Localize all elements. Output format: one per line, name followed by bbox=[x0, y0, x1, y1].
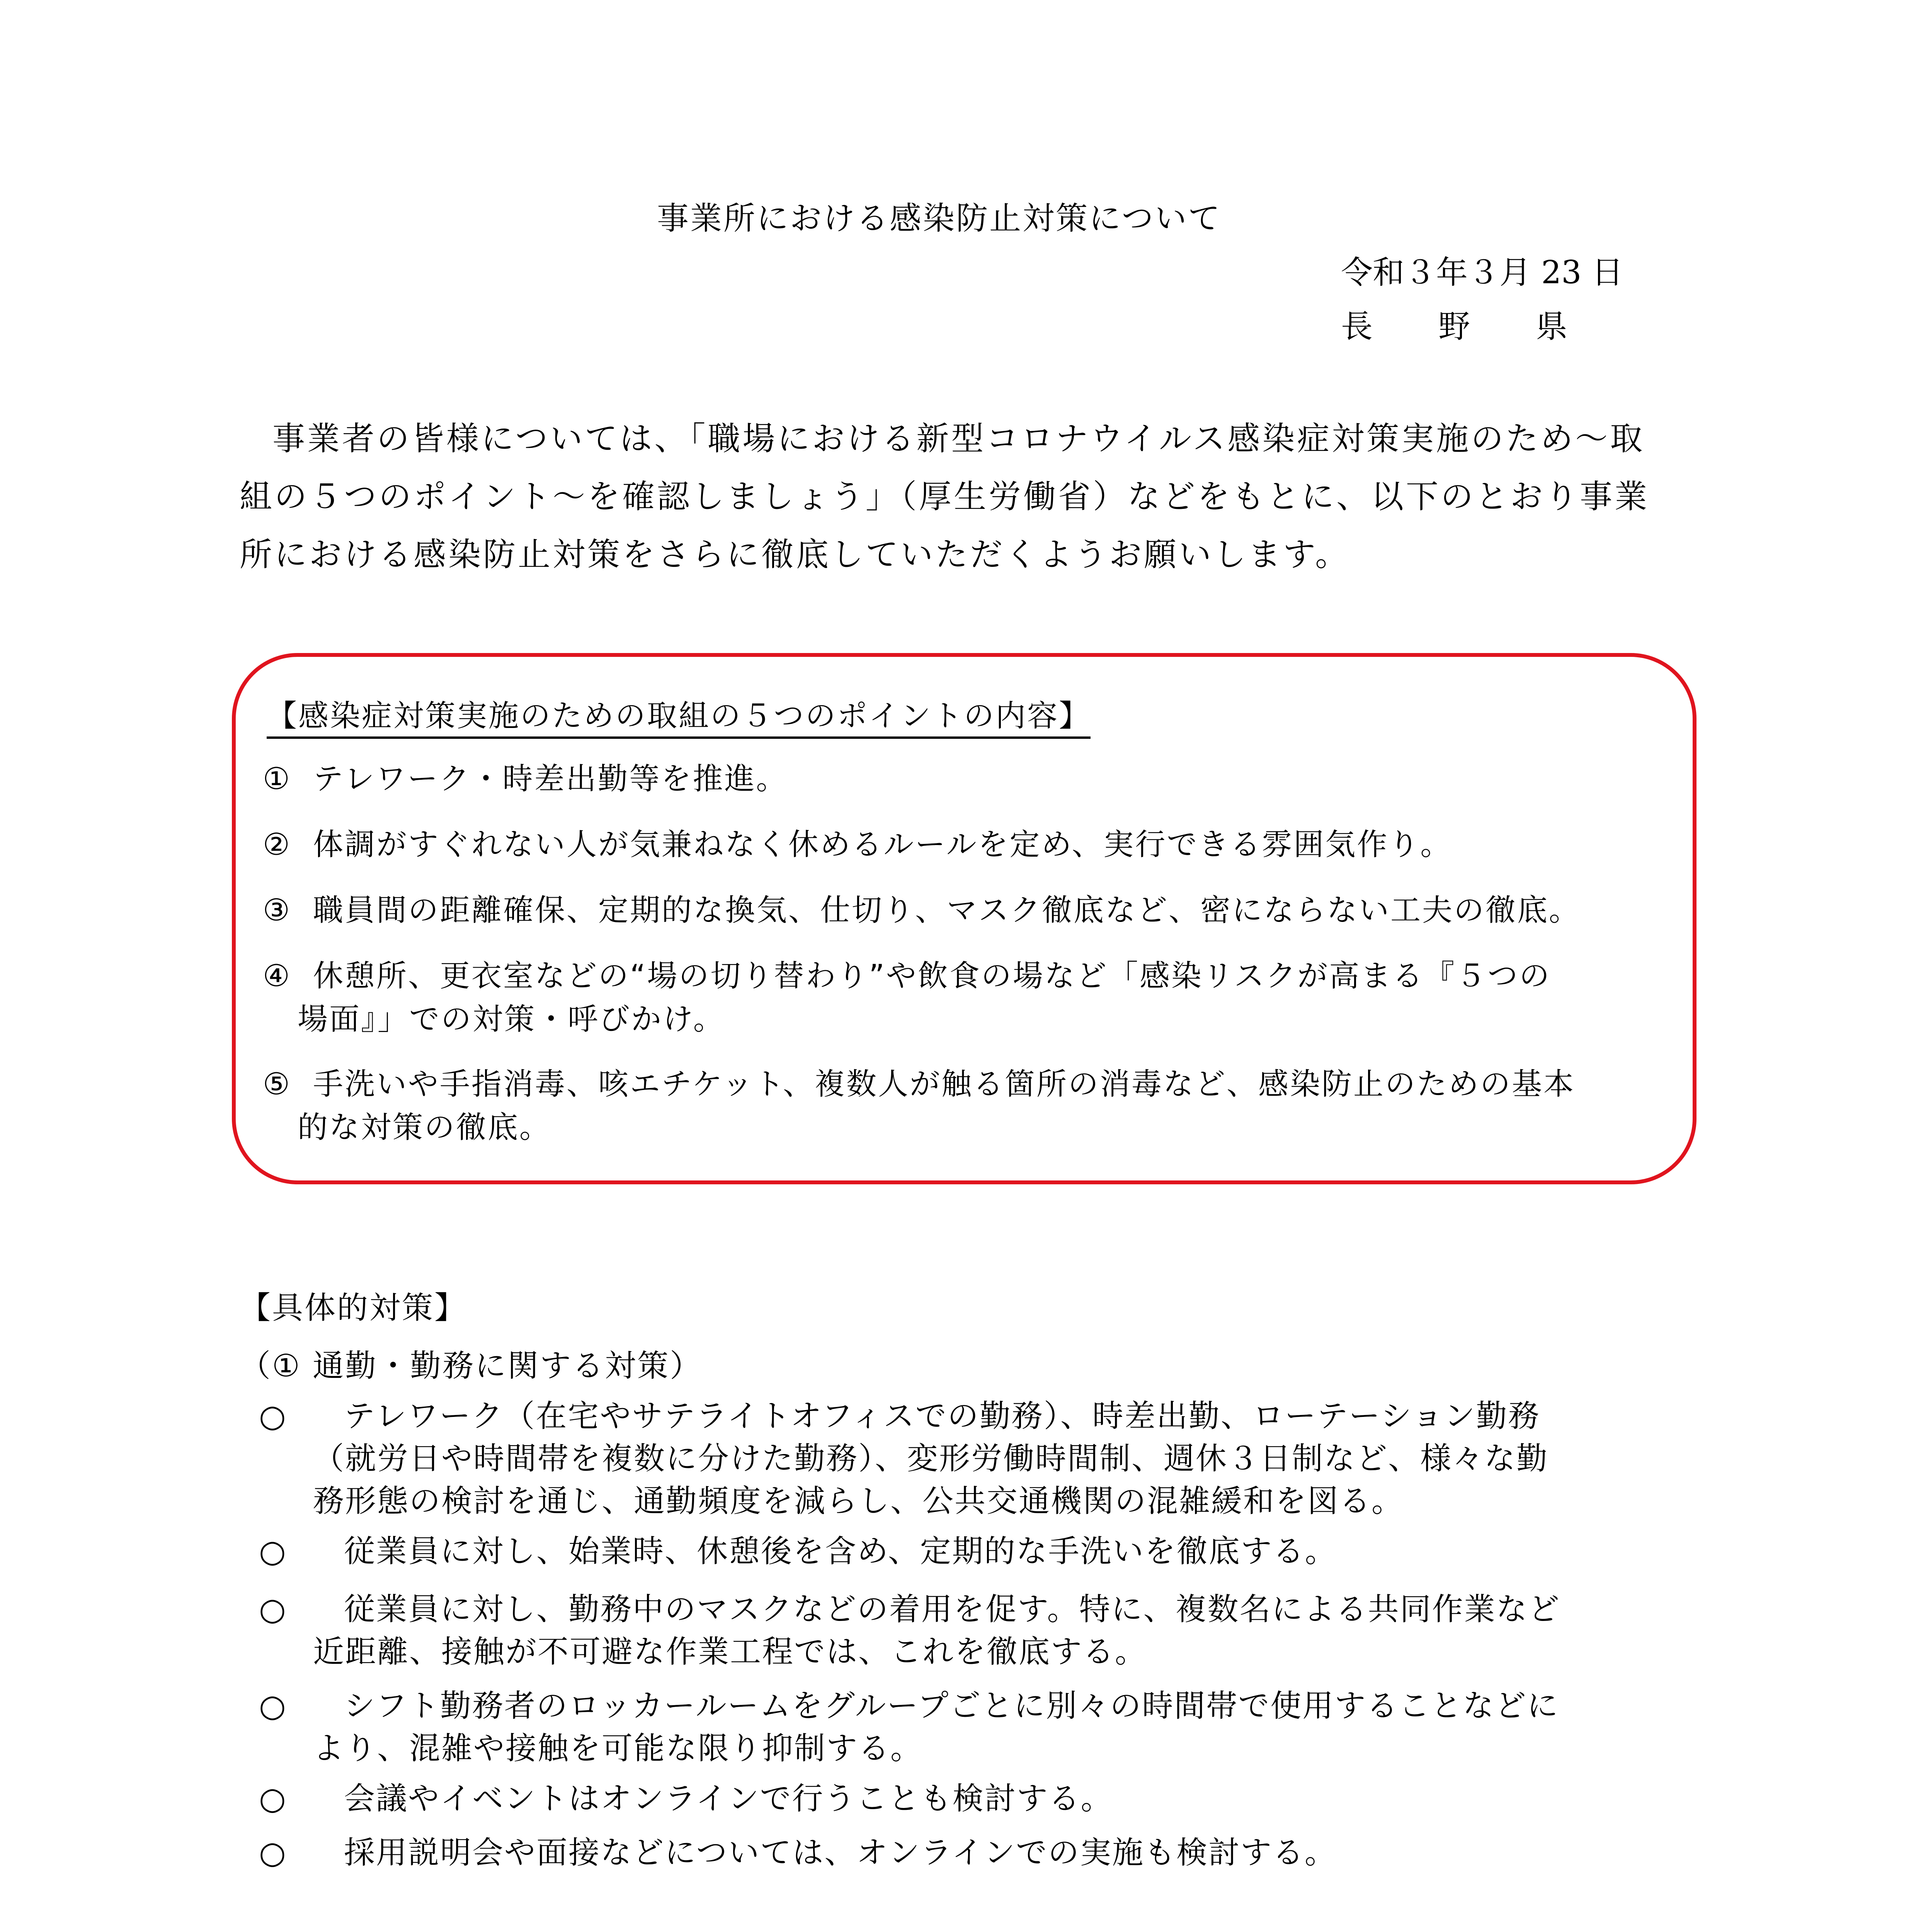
measure-item bbox=[259, 1685, 1559, 1770]
point-number: ③ bbox=[263, 893, 291, 928]
intro-line: 事業者の皆様については、「職場における新型コロナウイルス感染症対策実施のため～取 bbox=[272, 420, 1645, 457]
measure-text: （就労日や時間帯を複数に分けた勤務）、変形労働時間制、週休３日制など、様々な勤 bbox=[313, 1440, 1548, 1476]
point-item bbox=[263, 757, 788, 801]
bullet-circle-icon: ○ bbox=[259, 1398, 287, 1434]
point-text: 体調がすぐれない人が気兼ねなく休めるルールを定め、実行できる雰囲気作り。 bbox=[313, 827, 1452, 862]
bullet-circle-icon: ○ bbox=[259, 1533, 287, 1569]
intro-line: 組の５つのポイント～を確認しましょう」（厚生労働省）などをもとに、以下のとおり事業 bbox=[240, 478, 1650, 515]
bullet-circle-icon: ○ bbox=[259, 1688, 287, 1724]
intro-line: 所における感染防止対策をさらに徹底していただくようお願いします。 bbox=[240, 536, 1350, 573]
measure-text: 従業員に対し、勤務中のマスクなどの着用を促す。特に、複数名による共同作業など bbox=[344, 1591, 1560, 1627]
point-item bbox=[263, 954, 1551, 1041]
point-number: ④ bbox=[263, 959, 291, 993]
point-item bbox=[263, 823, 1452, 866]
measure-text: より、混雑や接触を可能な限り抑制する。 bbox=[313, 1730, 922, 1766]
point-text: 職員間の距離確保、定期的な換気、仕切り、マスク徹底など、密にならない工夫の徹底。 bbox=[313, 893, 1581, 928]
point-item bbox=[263, 1063, 1575, 1149]
document-title: 事業所における感染防止対策について bbox=[657, 200, 1222, 237]
point-number: ① bbox=[263, 762, 291, 796]
measure-item bbox=[259, 1395, 1548, 1522]
bullet-circle-icon: ○ bbox=[259, 1835, 287, 1871]
point-text: 休憩所、更衣室などの“場の切り替わり”や飲食の場など「感染リスクが高まる『５つの bbox=[313, 959, 1551, 993]
point-text-continued: 的な対策の徹底。 bbox=[298, 1110, 551, 1145]
measure-text: テレワーク（在宅やサテライトオフィスでの勤務）、時差出勤、ローテーション勤務 bbox=[344, 1398, 1540, 1434]
point-text: テレワーク・時差出勤等を推進。 bbox=[313, 762, 788, 796]
section-heading-commute: （① 通勤・勤務に関する対策） bbox=[240, 1348, 703, 1384]
measure-text: 採用説明会や面接などについては、オンラインでの実施も検討する。 bbox=[344, 1835, 1337, 1871]
point-number: ② bbox=[263, 827, 291, 862]
measure-item bbox=[259, 1832, 1337, 1874]
point-text: 手洗いや手指消毒、咳エチケット、複数人が触る箇所の消毒など、感染防止のための基本 bbox=[313, 1067, 1575, 1102]
document-date: 令和３年３月 23 日 bbox=[1341, 254, 1623, 291]
point-text-continued: 場面』」での対策・呼びかけ。 bbox=[298, 1002, 725, 1037]
measure-item bbox=[259, 1777, 1113, 1820]
measure-item bbox=[259, 1588, 1560, 1673]
point-number: ⑤ bbox=[263, 1067, 291, 1102]
measure-text: シフト勤務者のロッカールームをグループごとに別々の時間帯で使用することなどに bbox=[344, 1688, 1559, 1724]
measure-text: 会議やイベントはオンラインで行うことも検討する。 bbox=[344, 1781, 1113, 1816]
measures-heading: 【具体的対策】 bbox=[240, 1290, 467, 1326]
measure-text: 務形態の検討を通じ、通勤頻度を減らし、公共交通機関の混雑緩和を図る。 bbox=[313, 1483, 1404, 1519]
measure-item bbox=[259, 1530, 1337, 1573]
point-item bbox=[263, 889, 1581, 932]
measure-text: 従業員に対し、始業時、休憩後を含め、定期的な手洗いを徹底する。 bbox=[344, 1533, 1337, 1569]
issuer-prefecture: 長野県 bbox=[1341, 308, 1634, 345]
bullet-circle-icon: ○ bbox=[259, 1781, 287, 1816]
five-points-title: 【感染症対策実施のための取組の５つのポイントの内容】 bbox=[267, 692, 1091, 739]
measure-text: 近距離、接触が不可避な作業工程では、これを徹底する。 bbox=[313, 1634, 1147, 1670]
bullet-circle-icon: ○ bbox=[259, 1591, 287, 1627]
intro-paragraph bbox=[240, 410, 1669, 583]
